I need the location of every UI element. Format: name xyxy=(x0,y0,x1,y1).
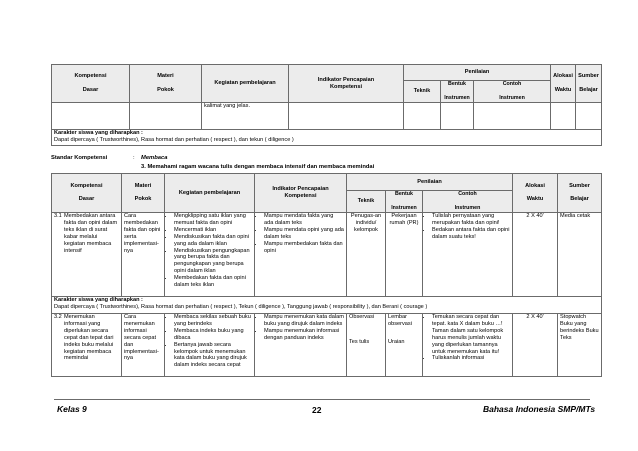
standar-sep: : xyxy=(133,155,135,161)
header-contoh-2: Contoh Instrumen xyxy=(423,191,513,213)
waktu-3-1: 2 X 40' xyxy=(513,213,558,297)
header-materi-pokok-2: Materi Pokok xyxy=(122,174,165,213)
list-item: • Membedakan fakta dan opini dalam teks iklan xyxy=(174,275,252,289)
kegiatan-tail: kalimat yang jelas. xyxy=(202,103,289,130)
list-item: • Mencermati iklan xyxy=(174,227,252,234)
list-item: • Mampu menemukan informasi dengan panduan indeks xyxy=(264,328,344,342)
list-item: • Mampu menemukan kata dalam buku yang dirujuk dalam indeks xyxy=(264,314,344,328)
kd-3-2: 3.2 Menemukan informasi yang diperlukan secara cepat dan tepat dari indeks buku melalui kegiatan membaca memindai xyxy=(52,314,122,377)
standar-kompetensi-line xyxy=(51,155,168,162)
teknik-3-2: Observasi Tes tulis xyxy=(347,314,386,377)
table-row-3-2 xyxy=(52,314,602,377)
materi-3-2: Cara menemukan informasi secara cepat dan implementasi-nya xyxy=(122,314,165,377)
header-teknik: Teknik xyxy=(404,81,441,103)
sumber-3-1: Media cetak xyxy=(558,213,602,297)
kegiatan-3-1 xyxy=(165,213,255,297)
list-item: • Tuliskanlah informasi xyxy=(432,355,510,362)
materi-3-1: Cara membedakan fakta dan opini serta implementasi-nya xyxy=(122,213,165,297)
header-kompetensi-dasar-2: Kompetensi Dasar xyxy=(52,174,122,213)
bentuk-3-1: Pekerjaan rumah (PR) xyxy=(386,213,423,297)
list-item: • Temukan secara cepat dan tepat. kata X dalam buku …! Taman dalam satu kelompok harus menulis jumlah waktu yang diperlukan tamannya untuk menemukan kata itu! xyxy=(432,314,510,355)
contoh-3-1 xyxy=(423,213,513,297)
karakter-text-2: Dapat dipercaya ( Trustworthines), Rasa hormat dan perhatian ( respect ), Tekun ( diligence ), Tanggung jawab ( responsibility ), dan Berani ( courage ) xyxy=(54,303,428,310)
header-kompetensi-dasar: Kompetensi Dasar xyxy=(52,65,130,103)
teknik-3-1: Penugas-an individu/ kelompok xyxy=(347,213,386,297)
standar-value: Membaca xyxy=(141,155,168,161)
list-item: • Membaca sekilas sebuah buku yang berindeks xyxy=(174,314,252,328)
list-item: • Tulislah pernyataan yang merupakan fakta dan opini! xyxy=(432,213,510,227)
header-bentuk: Bentuk Instrumen xyxy=(441,81,474,103)
header-sumber-2: Sumber Belajar xyxy=(558,174,602,213)
syllabus-table-bottom xyxy=(51,173,602,377)
list-item: • Bedakan antara fakta dan opini dalam suatu teks! xyxy=(432,227,510,241)
footer-left: Kelas 9 xyxy=(57,404,87,414)
footer-right: Bahasa Indonesia SMP/MTs xyxy=(483,404,596,414)
karakter-title-2: Karakter siswa yang diharapkan : xyxy=(54,297,143,303)
bentuk-3-2: Lembar observasi Uraian xyxy=(386,314,423,377)
list-item: • Bertanya jawab secara kelompok untuk menemukan kata dalam buku yang dirujuk dalam indeks secara cepat xyxy=(174,342,252,370)
table-row-3-1 xyxy=(52,213,602,297)
contoh-3-2 xyxy=(423,314,513,377)
list-item: • Mengklipping satu iklan yang memuat fakta dan opini xyxy=(174,213,252,227)
kd-3-1: 3.1 Membedakan antara fakta dan opini dalam teks iklan di surat kabar melalui kegiatan membaca intensif xyxy=(52,213,122,297)
header-indikator: Indikator Pencapaian Kompetensi xyxy=(289,65,404,103)
header-penilaian: Penilaian xyxy=(404,65,551,81)
sumber-3-2: Stopwatch Buku yang berindeks Buku Teks xyxy=(558,314,602,377)
list-item: • Membaca indeks buku yang dibaca xyxy=(174,328,252,342)
header-contoh: Contoh Instrumen xyxy=(474,81,551,103)
list-item: • Mampu mendata opini yang ada dalam teks xyxy=(264,227,344,241)
list-item: • Mendiskusikan pengungkapan yang berupa fakta dan pengungkapan yang berupa opini dalam iklan xyxy=(174,248,252,276)
header-alokasi-2: Alokasi Waktu xyxy=(513,174,558,213)
karakter-row-top xyxy=(52,130,602,146)
header-bentuk-2: Bentuk Instrumen xyxy=(386,191,423,213)
standar-line2: 3. Memahami ragam wacana tulis dengan membaca intensif dan membaca memindai xyxy=(141,164,375,170)
indikator-3-2 xyxy=(255,314,347,377)
header-alokasi: Alokasi Waktu xyxy=(551,65,576,103)
kegiatan-3-2 xyxy=(165,314,255,377)
karakter-text: Dapat dipercaya ( Trustworthines), Rasa hormat dan perhatian ( respect ), dan tekun ( diligence ) xyxy=(54,136,294,143)
footer-rule xyxy=(54,399,590,400)
header-penilaian-2: Penilaian xyxy=(347,174,513,191)
syllabus-table-top xyxy=(51,64,602,146)
karakter-row-bottom xyxy=(52,297,602,314)
header-kegiatan: Kegiatan pembelajaran xyxy=(202,65,289,103)
list-item: • Mendiskusikan fakta dan opini yang ada dalam iklan xyxy=(174,234,252,248)
list-item: • Mampu mendata fakta yang ada dalam teks xyxy=(264,213,344,227)
indikator-3-1 xyxy=(255,213,347,297)
page-number: 22 xyxy=(312,405,322,415)
header-materi-pokok: Materi Pokok xyxy=(130,65,202,103)
waktu-3-2: 2 X 40' xyxy=(513,314,558,377)
header-indikator-2: Indikator Pencapaian Kompetensi xyxy=(255,174,347,213)
karakter-title: Karakter siswa yang diharapkan : xyxy=(54,130,143,136)
header-sumber: Sumber Belajar xyxy=(576,65,602,103)
header-teknik-2: Teknik xyxy=(347,191,386,213)
header-kegiatan-2: Kegiatan pembelajaran xyxy=(165,174,255,213)
list-item: • Mampu membedakan fakta dan opini xyxy=(264,241,344,255)
standar-label: Standar Kompetensi xyxy=(51,155,108,161)
